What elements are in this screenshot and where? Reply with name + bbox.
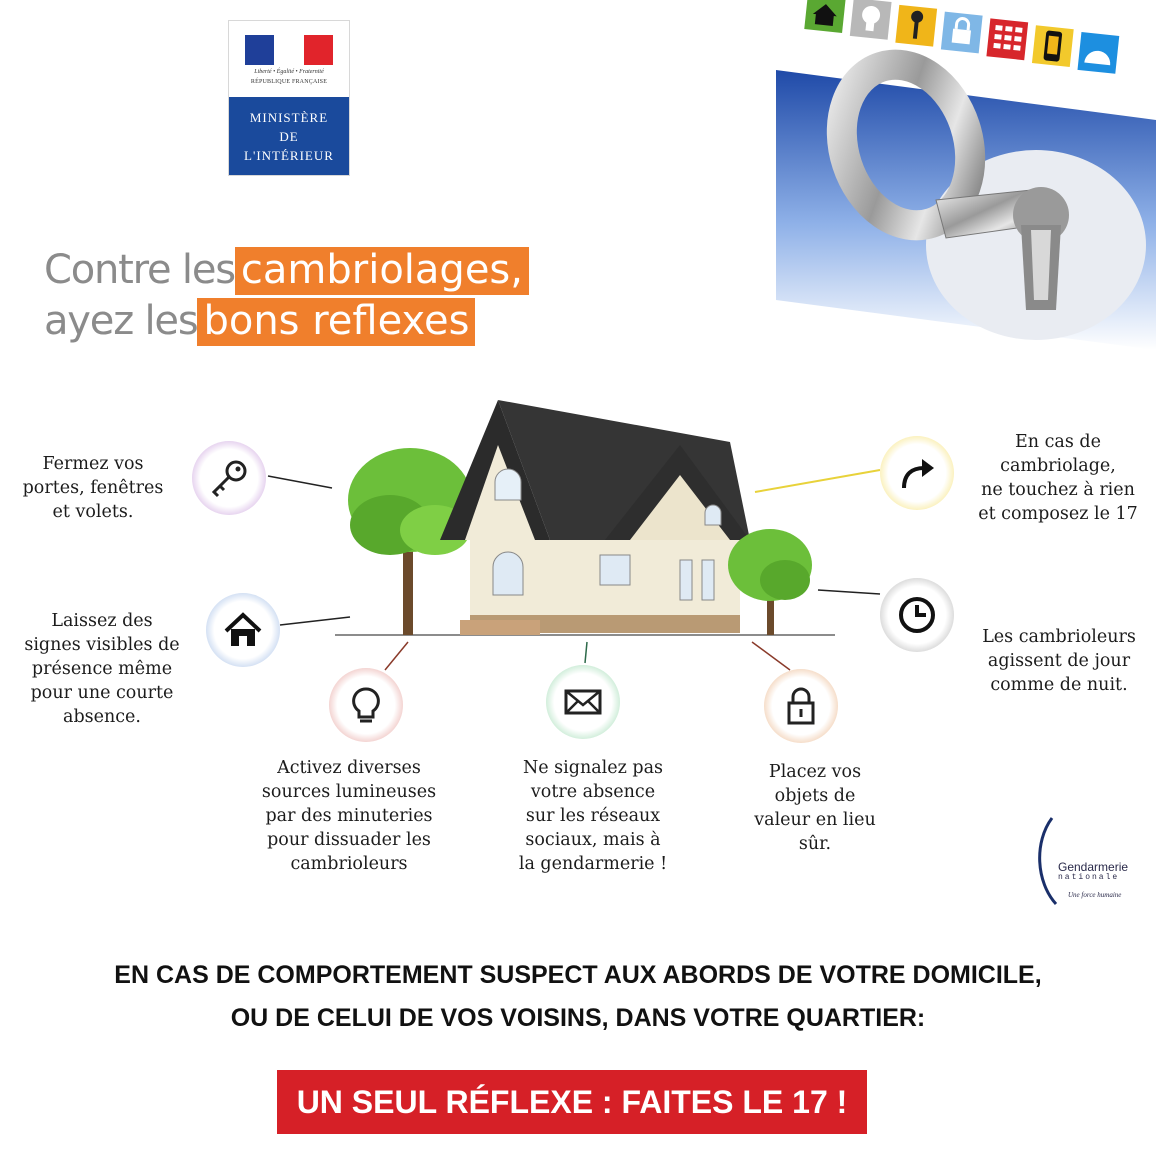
clock-icon [880,578,954,652]
call-17-banner: UN SEUL RÉFLEXE : FAITES LE 17 ! [277,1070,867,1134]
headline-line-1 [44,246,529,294]
tip-line: cambrioleurs [290,854,408,874]
tip-line: comme de nuit. [990,675,1128,695]
home-icon [206,593,280,667]
flag-white-band [274,35,303,65]
padlock-icon [764,669,838,743]
tip-lights [244,756,454,876]
headline-grey-1: Contre les [44,247,235,293]
ministry-name [229,97,349,175]
tip-line: sources lumineuses [261,782,437,802]
key-in-lock-illustration [776,0,1156,350]
tip-line: présence même [31,659,173,679]
tip-line: Activez diverses [277,758,421,778]
tip-line: valeur en lieu [754,810,876,830]
headline-orange-1: cambriolages, [235,247,529,295]
lightbulb-icon [329,668,403,742]
tip-line: sûr. [798,834,832,854]
headline-grey-2: ayez les [44,298,198,344]
gendarmerie-name: Gendarmerie [1058,860,1129,874]
tip-line: Placez vos [768,762,862,782]
mail-icon [546,665,620,739]
gendarmerie-sub: nationale [1058,873,1120,882]
tip-line: sociaux, mais à [525,830,661,850]
tip-line: signes visibles de [24,635,180,655]
tip-line: portes, fenêtres [22,478,164,498]
tip-line: pour dissuader les [267,830,431,850]
tip-line: agissent de jour [987,651,1131,671]
gendarmerie-tagline: Une force humaine [1068,891,1122,899]
tip-line: absence. [63,707,141,727]
gendarmerie-logo [1030,812,1150,912]
headline-orange-2: bons reflexes [197,298,475,346]
marianne-flag-area [229,21,349,97]
tip-line: objets de [774,786,856,806]
headline-line-2 [44,297,475,345]
tip-social [498,756,688,876]
tip-line: ne touchez à rien [981,480,1135,500]
tip-line: Fermez vos [42,454,144,474]
ministry-line: DE [279,128,299,144]
republic-motto: Liberté • Égalité • Fraternité [254,69,324,75]
tip-line: pour une courte [30,683,174,703]
tip-burglary [962,430,1154,526]
flag-blue-band [245,35,274,65]
tip-line: par des minuteries [265,806,433,826]
tip-line: et volets. [52,502,134,522]
tip-close-doors [10,452,176,524]
tip-line: Les cambrioleurs [982,627,1136,647]
ministry-line: L'INTÉRIEUR [244,147,334,163]
key-icon [192,441,266,515]
tip-line: En cas de [1015,432,1101,452]
tip-line: Ne signalez pas [522,758,664,778]
french-flag [245,35,333,65]
tip-presence [10,609,194,729]
tip-line: cambriolage, [1000,456,1116,476]
tip-day-night [966,625,1152,697]
ministry-logo [228,20,350,176]
tip-valuables [732,760,898,856]
flag-red-band [304,35,333,65]
house-illustration [330,390,840,650]
warning-line-1: EN CAS DE COMPORTEMENT SUSPECT AUX ABORDS DE VOTRE DOMICILE, [114,961,1042,989]
tip-line: sur les réseaux [525,806,661,826]
tip-line: la gendarmerie ! [518,854,668,874]
redirect-arrow-icon [880,436,954,510]
tip-line: Laissez des [51,611,153,631]
republic-name: RÉPUBLIQUE FRANÇAISE [250,79,328,85]
warning-line-2: OU DE CELUI DE VOS VOISINS, DANS VOTRE QUARTIER: [230,1004,926,1032]
tip-line: et composez le 17 [978,504,1138,524]
ministry-line: MINISTÈRE [249,109,329,125]
tip-line: votre absence [530,782,656,802]
